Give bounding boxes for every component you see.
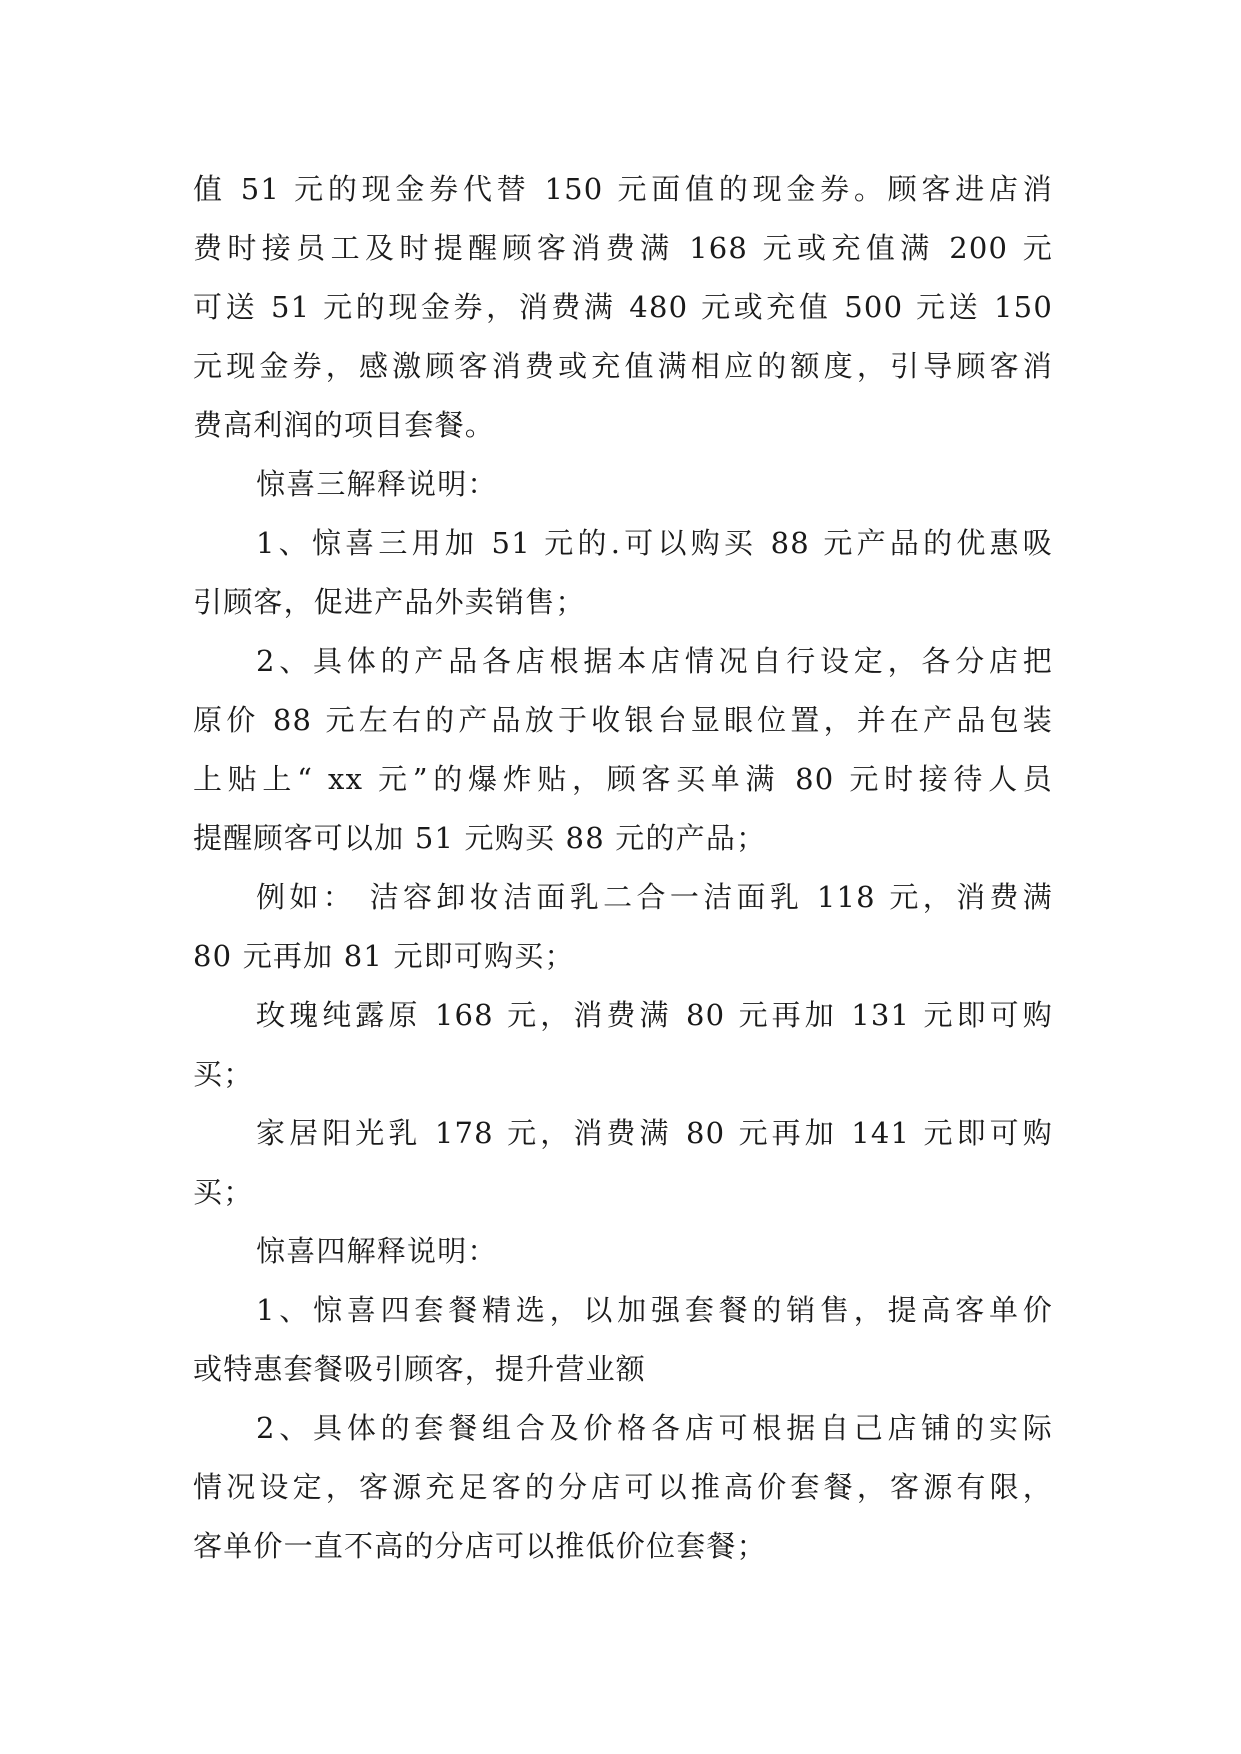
paragraph-surprise-three-item-1 — [193, 514, 1053, 632]
text-line: 费高利润的项目套餐。 — [193, 408, 496, 442]
text-line: 1、惊喜三用加 51 元的.可以购买 88 元产品的优惠吸 — [256, 526, 1053, 560]
text-line: 买； — [193, 1175, 254, 1209]
paragraph-example-rose-water — [193, 986, 1053, 1104]
paragraph-example-sun-lotion — [193, 1104, 1053, 1222]
text-line: 2、具体的产品各店根据本店情况自行设定，各分店把 — [256, 644, 1053, 678]
text-line: 惊喜三解释说明： — [256, 467, 498, 501]
text-line: 家居阳光乳 178 元，消费满 80 元再加 141 元即可购 — [256, 1116, 1053, 1150]
paragraph-surprise-three-item-2 — [193, 632, 1053, 868]
paragraph-surprise-four-item-1 — [193, 1281, 1053, 1399]
text-line: 惊喜四解释说明： — [256, 1234, 498, 1268]
heading-surprise-three — [193, 455, 1053, 514]
text-line: 可送 51 元的现金券，消费满 480 元或充值 500 元送 150 — [193, 290, 1053, 324]
text-line: 值 51 元的现金券代替 150 元面值的现金券。顾客进店消 — [193, 172, 1053, 206]
document-body — [193, 160, 1053, 1576]
paragraph-example-cleanser — [193, 868, 1053, 986]
text-line: 原价 88 元左右的产品放于收银台显眼位置，并在产品包装 — [193, 703, 1053, 737]
text-line: 情况设定，客源充足客的分店可以推高价套餐，客源有限， — [193, 1470, 1053, 1504]
text-line: 元现金券，感激顾客消费或充值满相应的额度，引导顾客消 — [193, 349, 1053, 383]
text-line: 买； — [193, 1057, 254, 1091]
text-line: 费时接员工及时提醒顾客消费满 168 元或充值满 200 元 — [193, 231, 1053, 265]
heading-surprise-four — [193, 1222, 1053, 1281]
text-line: 例如： 洁容卸妆洁面乳二合一洁面乳 118 元，消费满 — [256, 880, 1053, 914]
paragraph-cash-voucher — [193, 160, 1053, 455]
text-line: 引顾客，促进产品外卖销售； — [193, 585, 586, 619]
text-line: 上贴上“ xx 元”的爆炸贴，顾客买单满 80 元时接待人员 — [193, 762, 1053, 796]
text-line: 玫瑰纯露原 168 元，消费满 80 元再加 131 元即可购 — [256, 998, 1053, 1032]
text-line: 客单价一直不高的分店可以推低价位套餐； — [193, 1529, 767, 1563]
text-line: 或特惠套餐吸引顾客，提升营业额 — [193, 1352, 647, 1386]
paragraph-surprise-four-item-2 — [193, 1399, 1053, 1576]
text-line: 80 元再加 81 元即可购买； — [193, 939, 575, 973]
text-line: 提醒顾客可以加 51 元购买 88 元的产品； — [193, 821, 767, 855]
text-line: 2、具体的套餐组合及价格各店可根据自己店铺的实际 — [256, 1411, 1053, 1445]
text-line: 1、惊喜四套餐精选，以加强套餐的销售，提高客单价 — [256, 1293, 1053, 1327]
